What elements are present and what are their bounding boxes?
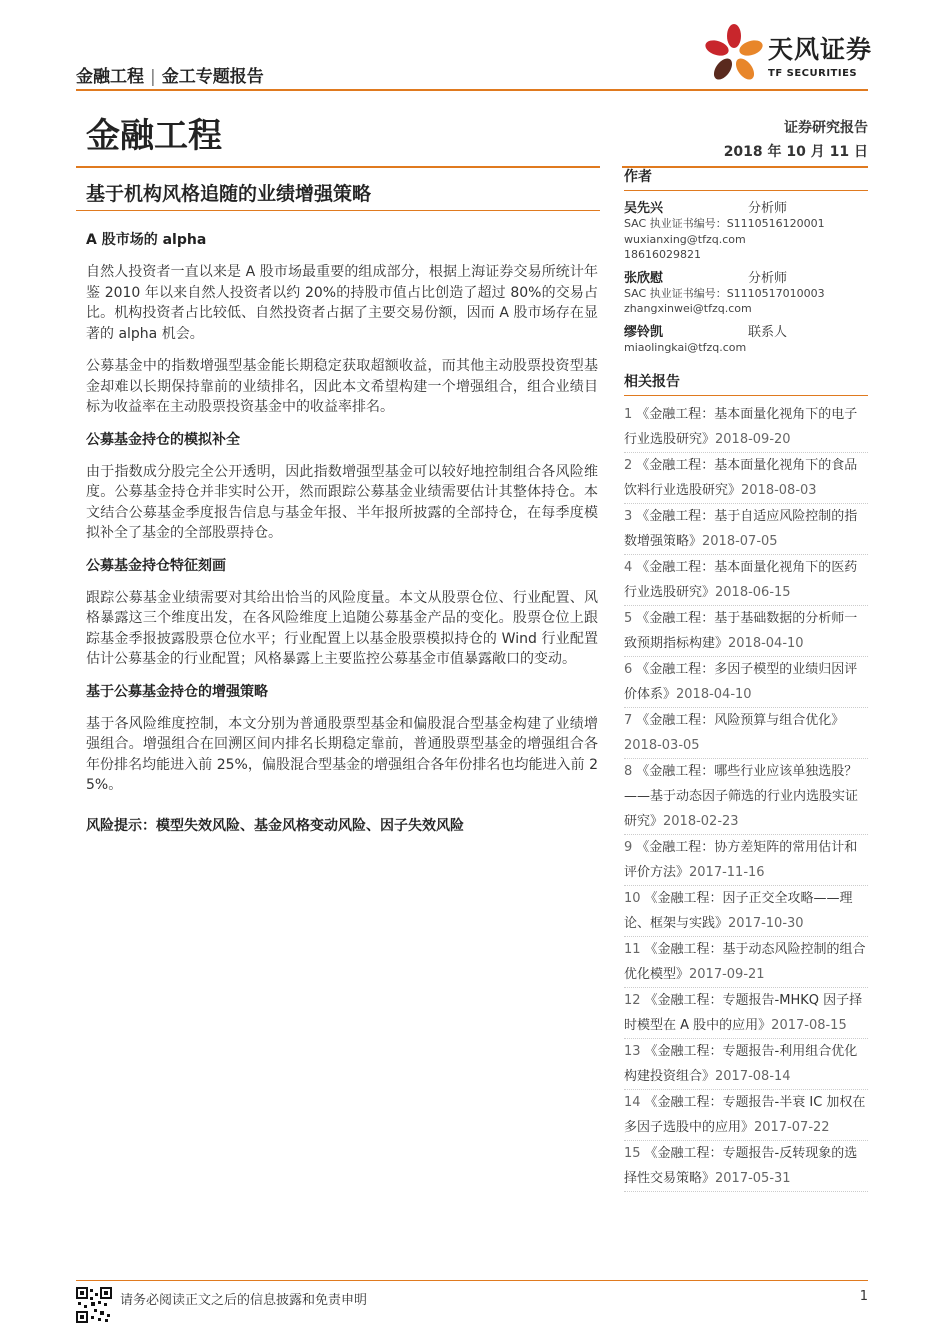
related-report-number: 11: [624, 942, 641, 957]
related-report-item[interactable]: [624, 1039, 868, 1090]
page-title: 金融工程: [86, 116, 222, 156]
related-report-title: 《金融工程：协方差矩阵的常用估计和评价方法》: [624, 840, 858, 880]
related-report-item[interactable]: [624, 1141, 868, 1192]
author-cert: SAC 执业证书编号：S1110517010003: [624, 286, 825, 300]
related-report-date: 2018-04-10: [728, 636, 804, 651]
related-divider: [624, 395, 868, 396]
related-report-item[interactable]: [624, 759, 868, 835]
related-report-title: 《金融工程：基本面量化视角下的电子行业选股研究》: [624, 407, 858, 447]
related-report-title: 《金融工程：多因子模型的业绩归因评价体系》: [624, 662, 858, 702]
author-phone: 18616029821: [624, 248, 701, 261]
related-report-title: 《金融工程：基于动态风险控制的组合优化模型》: [624, 942, 866, 982]
related-report-number: 1: [624, 407, 633, 422]
related-report-date: 2018-04-10: [676, 687, 752, 702]
author-role: 联系人: [748, 324, 788, 340]
related-report-date: 2018-09-20: [715, 432, 791, 447]
related-report-title: 《金融工程：专题报告-利用组合优化构建投资组合》: [624, 1044, 858, 1084]
header-category: 金融工程: [76, 67, 144, 87]
qr-code-icon: [76, 1287, 112, 1323]
related-report-title: 《金融工程：专题报告-半衰 IC 加权在多因子选股中的应用》: [624, 1095, 866, 1135]
related-report-number: 8: [624, 764, 633, 779]
related-report-number: 5: [624, 611, 633, 626]
paragraph: 公募基金中的指数增强型基金能长期稳定获取超额收益，而其他主动股票投资型基金却难以长期保持靠前的业绩排名，因此本文希望构建一个增强组合，组合业绩目标为收益率在主动股票投资基金中的收益率排名。: [86, 358, 598, 415]
author-role: 分析师: [748, 201, 788, 216]
related-report-date: 2017-08-15: [771, 1018, 847, 1033]
section-heading: 基于公募基金持仓的增强策略: [86, 683, 268, 700]
related-report-number: 2: [624, 458, 633, 473]
related-report-item[interactable]: [624, 988, 868, 1039]
paragraph: 自然人投资者一直以来是 A 股市场最重要的组成部分，根据上海证券交易所统计年鉴 2010 年以来自然人投资者以约 20%的持股市值占比创造了超过 80%的交易占比。机构投资者占比较低、自然投资者占据了主要交易份额，因而 A 股市场存在显著的 alpha 机会。: [86, 264, 598, 342]
report-subtitle: 基于机构风格追随的业绩增强策略: [86, 183, 372, 205]
related-report-number: 7: [624, 713, 633, 728]
related-report-date: 2017-07-22: [754, 1120, 830, 1135]
related-report-title: 《金融工程：专题报告-MHKQ 因子择时模型在 A 股中的应用》: [624, 993, 863, 1033]
logo-english-name: TF SECURITIES: [768, 68, 858, 79]
footer-disclaimer: 请务必阅读正文之后的信息披露和免责申明: [120, 1293, 368, 1308]
related-report-date: 2017-05-31: [715, 1171, 791, 1186]
related-report-title: 《金融工程：基本面量化视角下的医药行业选股研究》: [624, 560, 858, 600]
related-report-item[interactable]: [624, 1090, 868, 1141]
author-email[interactable]: zhangxinwei@tfzq.com: [624, 302, 752, 315]
related-report-date: 2018-03-05: [624, 738, 700, 753]
related-report-date: 2017-11-16: [689, 865, 765, 880]
main-content: [86, 230, 598, 836]
related-report-title: 《金融工程：专题报告-反转现象的选择性交易策略》: [624, 1146, 858, 1186]
main-divider: [76, 166, 600, 168]
related-report-number: 6: [624, 662, 633, 677]
author-card: [624, 321, 868, 356]
related-report-item[interactable]: [624, 402, 868, 453]
related-reports-list: [624, 402, 868, 1192]
paragraph: 基于各风险维度控制，本文分别为普通股票型基金和偏股混合型基金构建了业绩增强组合。增强组合在回溯区间内排名长期稳定靠前，普通股票型基金的增强组合各年份排名均能进入前 25%，偏股混合型基金的增强组合各年份排名也均能进入前 25%。: [86, 715, 598, 793]
related-report-number: 3: [624, 509, 633, 524]
related-report-date: 2018-06-15: [715, 585, 791, 600]
related-report-title: 《金融工程：哪些行业应该单独选股？——基于动态因子筛选的行业内选股实证研究》: [624, 764, 859, 829]
related-report-item[interactable]: [624, 606, 868, 657]
related-report-item[interactable]: [624, 835, 868, 886]
subtitle-divider: [76, 210, 600, 211]
page-number: 1: [859, 1289, 868, 1304]
header-breadcrumb: [76, 62, 264, 87]
top-divider: [76, 89, 868, 91]
related-report-number: 10: [624, 891, 641, 906]
related-report-item[interactable]: [624, 555, 868, 606]
authors-divider: [624, 190, 868, 191]
related-report-item[interactable]: [624, 708, 868, 759]
related-report-date: 2017-10-30: [728, 916, 804, 931]
risk-warning: 风险提示：模型失效风险、基金风格变动风险、因子失效风险: [86, 817, 464, 834]
author-name: 缪铃凯: [624, 324, 664, 340]
related-report-number: 13: [624, 1044, 641, 1059]
footer-divider: [76, 1280, 868, 1281]
author-cert: SAC 执业证书编号：S1110516120001: [624, 217, 825, 230]
related-report-date: 2017-09-21: [689, 967, 765, 982]
related-reports-heading: 相关报告: [624, 374, 680, 390]
section-heading: A 股市场的 alpha: [86, 232, 207, 248]
paragraph: 跟踪公募基金业绩需要对其给出恰当的风险度量。本文从股票仓位、行业配置、风格暴露这三个维度出发，在各风险维度上追随公募基金产品的变化。股票仓位上跟踪基金季报披露股票仓位水平；行业配置上以基金股票模拟持仓的 Wind 行业配置估计公募基金的行业配置；风格暴露上主要监控公募基金市值暴露敞口的变动。: [86, 589, 598, 667]
related-report-item[interactable]: [624, 937, 868, 988]
header-separator: |: [150, 67, 156, 87]
related-report-number: 14: [624, 1095, 641, 1110]
related-report-title: 《金融工程：风险预算与组合优化》: [636, 713, 845, 728]
section-heading: 公募基金持仓特征刻画: [86, 557, 226, 574]
author-name: 吴先兴: [624, 201, 664, 216]
related-report-title: 《金融工程：基于基础数据的分析师一致预期指标构建》: [624, 611, 858, 651]
related-report-number: 4: [624, 560, 633, 575]
related-report-item[interactable]: [624, 886, 868, 937]
author-email[interactable]: miaolingkai@tfzq.com: [624, 340, 747, 354]
author-role: 分析师: [748, 270, 788, 286]
related-report-date: 2018-02-23: [663, 814, 739, 829]
logo-chinese-name: 天风证券: [768, 35, 873, 64]
related-report-date: 2018-07-05: [702, 534, 778, 549]
paragraph: 由于指数成分股完全公开透明，因此指数增强型基金可以较好地控制组合各风险维度。公募基金持仓并非实时公开，然而跟踪公募基金业绩需要估计其整体持仓。本文结合公募基金季度报告信息与基金年报、半年报所披露的全部持仓，在每季度模拟补全了基金的全部股票持仓。: [86, 463, 598, 541]
related-report-item[interactable]: [624, 657, 868, 708]
author-name: 张欣慰: [624, 270, 664, 286]
related-report-number: 9: [624, 840, 633, 855]
related-report-title: 《金融工程：基本面量化视角下的食品饮料行业选股研究》: [624, 458, 858, 498]
report-type: 证券研究报告: [784, 120, 868, 136]
section-heading: 公募基金持仓的模拟补全: [86, 431, 240, 448]
related-report-title: 《金融工程：因子正交全攻略——理论、框架与实践》: [624, 891, 853, 931]
author-card: [624, 197, 868, 263]
authors-heading: 作者: [624, 169, 652, 185]
related-report-date: 2017-08-14: [715, 1069, 791, 1084]
related-report-number: 15: [624, 1146, 641, 1161]
header-series: 金工专题报告: [161, 67, 264, 87]
related-report-item[interactable]: [624, 453, 868, 504]
related-report-date: 2018-08-03: [741, 483, 817, 498]
related-report-title: 《金融工程：基于自适应风险控制的指数增强策略》: [624, 509, 858, 549]
author-card: [624, 267, 868, 317]
related-report-item[interactable]: [624, 504, 868, 555]
sidebar: [624, 166, 868, 1192]
related-report-number: 12: [624, 993, 641, 1008]
report-date: 2018 年 10 月 11 日: [723, 144, 868, 160]
author-email[interactable]: wuxianxing@tfzq.com: [624, 232, 746, 246]
